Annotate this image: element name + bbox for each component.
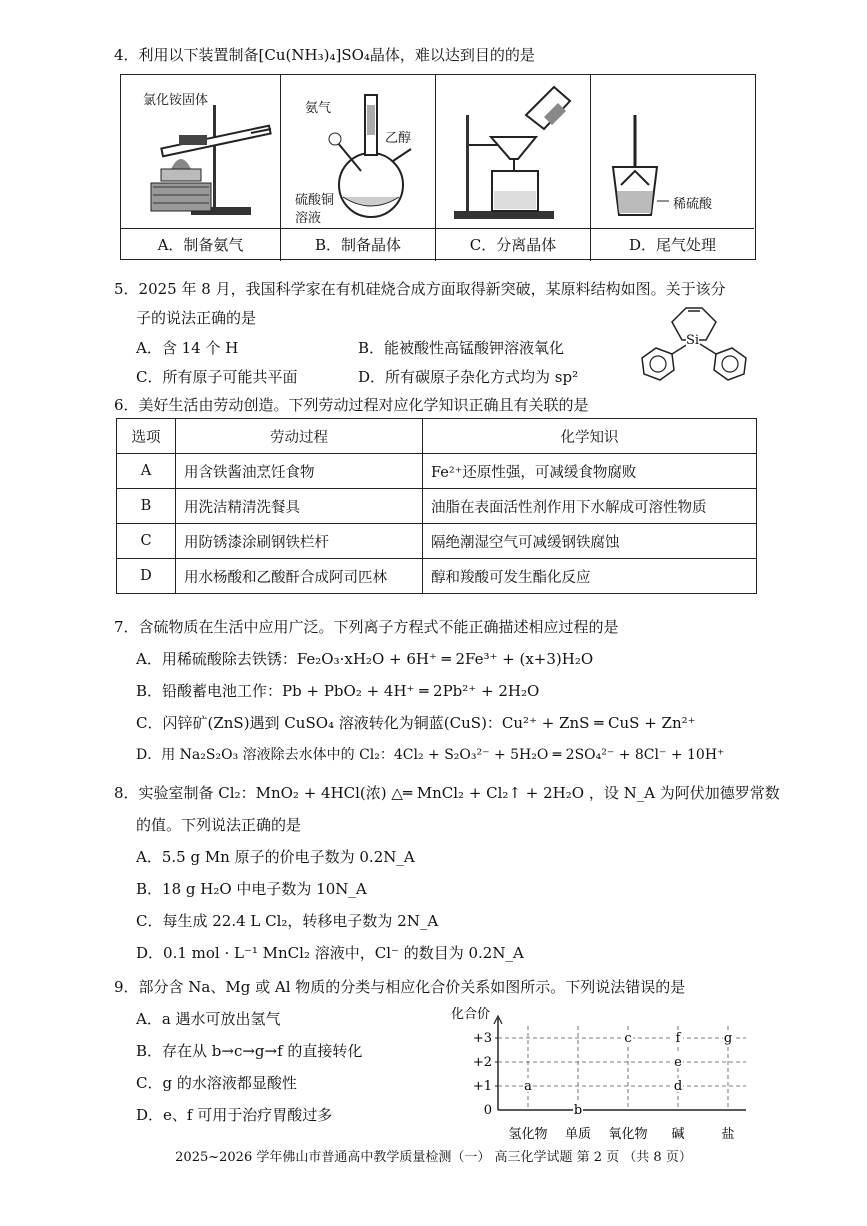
- y-tick-label: +1: [472, 1079, 492, 1094]
- y-tick-label: 0: [483, 1103, 492, 1118]
- point-label-c: c: [624, 1031, 632, 1046]
- header-knowledge: 化学知识: [423, 419, 757, 454]
- q6-table: [116, 418, 757, 594]
- q5-option-a: A．含 14 个 H: [136, 339, 239, 357]
- q8-option-d: D．0.1 mol · L⁻¹ MnCl₂ 溶液中，Cl⁻ 的数目为 0.2N_A: [136, 944, 524, 962]
- table-row: [117, 489, 757, 524]
- q8-stem-line2: 的值。下列说法正确的是: [136, 816, 302, 834]
- label-solution: 溶液: [295, 211, 322, 226]
- q7-stem: 7．含硫物质在生活中应用广泛。下列离子方程式不能正确描述相应过程的是: [114, 618, 619, 636]
- row-c-labor: 用防锈漆涂刷钢铁栏杆: [176, 524, 423, 559]
- q5-structure: [636, 300, 752, 390]
- label-copper-sulfate: 硫酸铜: [295, 193, 335, 208]
- q7-option-b: B．铅酸蓄电池工作：Pb + PbO₂ + 4H⁺ ═ 2Pb²⁺ + 2H₂O: [136, 682, 540, 700]
- row-d-option: D: [117, 559, 176, 594]
- header-option: 选项: [117, 419, 176, 454]
- label-ethanol: 乙醇: [385, 131, 412, 146]
- label-ammonium-chloride: 氯化铵固体: [143, 93, 209, 108]
- row-d-labor: 用水杨酸和乙酸酐合成阿司匹林: [176, 559, 423, 594]
- tail-gas-apparatus: [591, 75, 754, 229]
- q7-option-d: D．用 Na₂S₂O₃ 溶液除去水体中的 Cl₂：4Cl₂ + S₂O₃²⁻ + 5H₂O ═ 2SO₄²⁻ + 8Cl⁻ + 10H⁺: [136, 747, 725, 763]
- q4-caption-c: C．分离晶体: [436, 228, 590, 261]
- q7-option-c: C．闪锌矿(ZnS)遇到 CuSO₄ 溶液转化为铜蓝(CuS)：Cu²⁺ + ZnS ═ CuS + Zn²⁺: [136, 714, 696, 732]
- q4-panel-a: [121, 75, 281, 261]
- point-label-a: a: [524, 1079, 532, 1094]
- q5-option-d: D．所有碳原子杂化方式均为 sp²: [358, 368, 579, 386]
- q4-caption-b: B．制备晶体: [281, 228, 435, 261]
- q9-stem: 9．部分含 Na、Mg 或 Al 物质的分类与相应化合价关系如图所示。下列说法错误的是: [114, 978, 686, 996]
- q9-option-b: B．存在从 b→c→g→f 的直接转化: [136, 1042, 363, 1060]
- crystal-prep-apparatus: [281, 75, 435, 229]
- q4-panel-c: [436, 75, 591, 261]
- x-tick-label: 氧化物: [608, 1127, 648, 1142]
- y-tick-label: +2: [472, 1055, 492, 1070]
- x-tick-label: 氢化物: [508, 1127, 548, 1142]
- label-ammonia: 氨气: [305, 101, 332, 116]
- q4-panel-b: [281, 75, 436, 261]
- row-a-knowledge: Fe²⁺还原性强，可减缓食物腐败: [423, 454, 757, 489]
- page-footer: 2025~2026 学年佛山市普通高中教学质量检测（一） 高三化学试题 第 2 页 （共 8 页）: [175, 1150, 692, 1165]
- q5-stem-line2: 子的说法正确的是: [136, 309, 257, 327]
- table-row: [117, 524, 757, 559]
- row-a-option: A: [117, 454, 176, 489]
- x-tick-label: 碱: [671, 1127, 685, 1142]
- x-tick-label: 单质: [564, 1127, 592, 1142]
- q5-option-b: B．能被酸性高锰酸钾溶液氧化: [358, 339, 565, 357]
- row-b-option: B: [117, 489, 176, 524]
- row-b-labor: 用洗洁精清洗餐具: [176, 489, 423, 524]
- q8-option-a: A．5.5 g Mn 原子的价电子数为 0.2N_A: [136, 848, 415, 866]
- q9-option-d: D．e、f 可用于治疗胃酸过多: [136, 1106, 333, 1124]
- label-dilute-sulfuric-acid: 稀硫酸: [673, 197, 713, 212]
- q5-stem-line1: 5．2025 年 8 月，我国科学家在有机硅烧合成方面取得新突破，某原料结构如图。关于该分: [114, 280, 726, 298]
- ammonia-prep-apparatus: [121, 75, 280, 229]
- filtration-apparatus: [436, 75, 590, 229]
- x-tick-label: 盐: [721, 1127, 735, 1142]
- q7-option-a: A．用稀硫酸除去铁锈：Fe₂O₃·xH₂O + 6H⁺ ═ 2Fe³⁺ + (x+3)H₂O: [136, 650, 594, 668]
- q4-stem: 4．利用以下装置制备[Cu(NH₃)₄]SO₄晶体，难以达到目的的是: [114, 46, 535, 64]
- q9-valence-chart: [446, 1006, 766, 1146]
- row-c-option: C: [117, 524, 176, 559]
- q4-caption-d: D．尾气处理: [591, 228, 754, 261]
- q5-option-c: C．所有原子可能共平面: [136, 368, 298, 386]
- q8-option-b: B．18 g H₂O 中电子数为 10N_A: [136, 880, 367, 898]
- point-label-g: g: [723, 1031, 733, 1046]
- table-row: [117, 559, 757, 594]
- point-label-f: f: [675, 1031, 681, 1046]
- valence-chart-svg: [446, 1006, 766, 1146]
- q8-stem-line1: 8．实验室制备 Cl₂：MnO₂ + 4HCl(浓) △═ MnCl₂ + Cl₂↑ + 2H₂O ，设 N_A 为阿伏加德罗常数: [114, 784, 780, 802]
- y-tick-label: +3: [472, 1031, 492, 1046]
- q4-panel-d: [591, 75, 754, 261]
- point-label-e: e: [674, 1055, 682, 1070]
- row-b-knowledge: 油脂在表面活性剂作用下水解成可溶性物质: [423, 489, 757, 524]
- table-header-row: [117, 419, 757, 454]
- y-axis-label: 化合价: [450, 1007, 490, 1022]
- header-labor: 劳动过程: [176, 419, 423, 454]
- q8-option-c: C．每生成 22.4 L Cl₂，转移电子数为 2N_A: [136, 912, 439, 930]
- q4-apparatus-grid: [120, 74, 756, 260]
- point-label-b: b: [573, 1103, 583, 1118]
- si-atom-label: Si: [686, 333, 700, 348]
- row-a-labor: 用含铁酱油烹饪食物: [176, 454, 423, 489]
- point-label-d: d: [673, 1079, 683, 1094]
- q9-option-a: A．a 遇水可放出氢气: [136, 1010, 281, 1028]
- row-d-knowledge: 醇和羧酸可发生酯化反应: [423, 559, 757, 594]
- row-c-knowledge: 隔绝潮湿空气可减缓钢铁腐蚀: [423, 524, 757, 559]
- q9-option-c: C．g 的水溶液都显酸性: [136, 1074, 297, 1092]
- q4-caption-a: A．制备氨气: [121, 228, 280, 261]
- q6-stem: 6．美好生活由劳动创造。下列劳动过程对应化学知识正确且有关联的是: [114, 396, 589, 414]
- table-row: [117, 454, 757, 489]
